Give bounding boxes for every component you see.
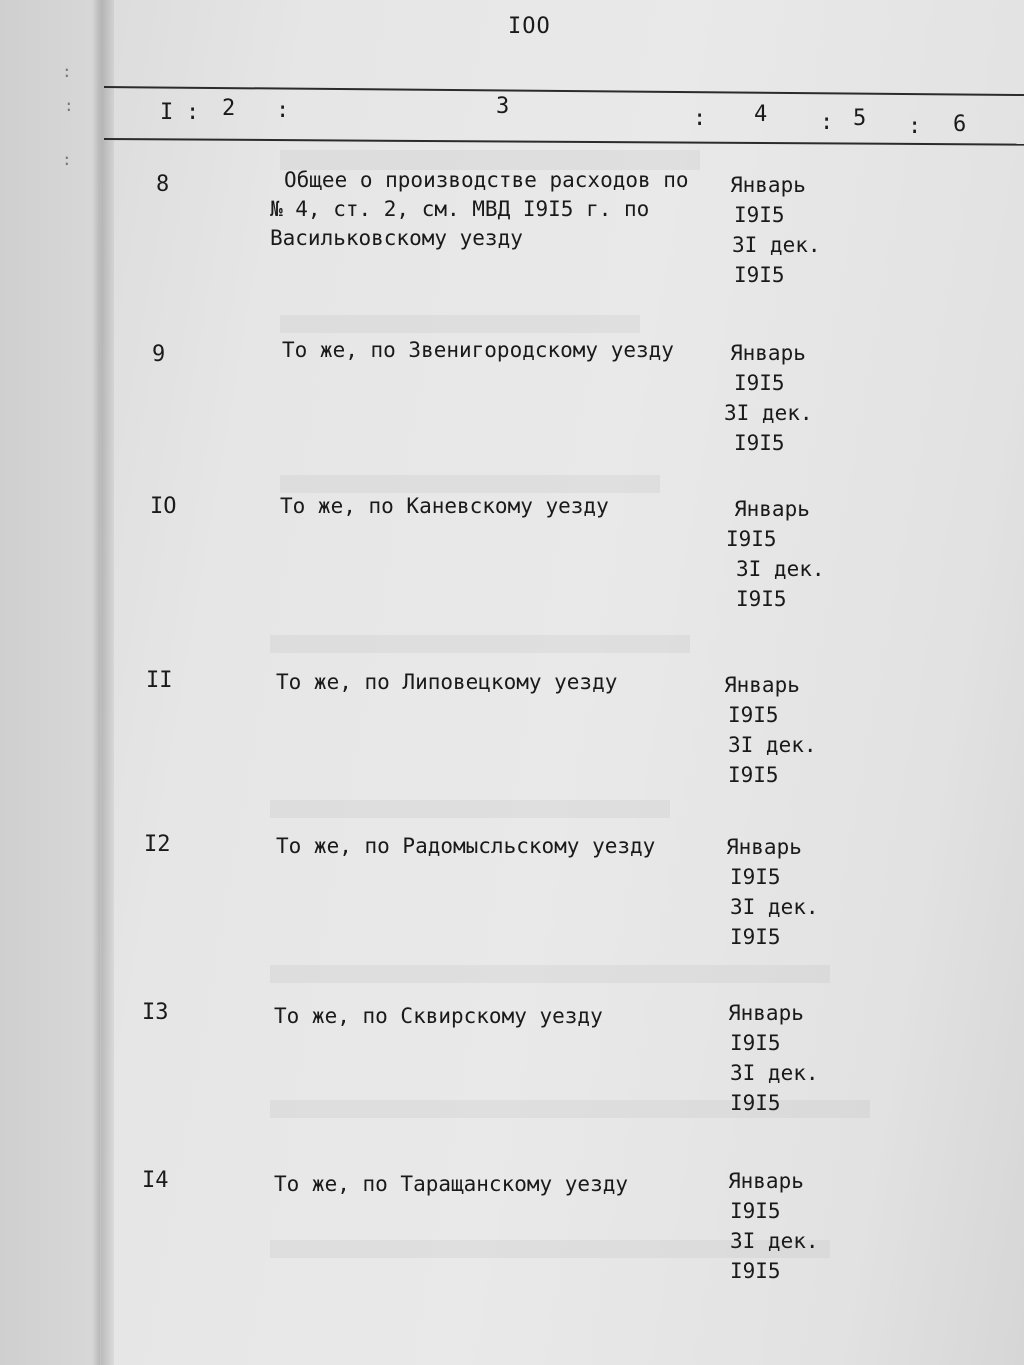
date-range (728, 1166, 819, 1286)
header-separator: : (693, 106, 707, 131)
record-title (276, 668, 617, 697)
start-month: Январь (726, 835, 802, 859)
start-year: I9I5 (730, 1199, 781, 1223)
date-range (728, 998, 819, 1118)
date-range (726, 494, 825, 614)
record-title (280, 492, 609, 521)
header-col-5: 5 (853, 106, 867, 131)
row-number: 9 (152, 342, 166, 367)
row-number: II (146, 668, 173, 693)
record-title (276, 832, 655, 861)
date-range (724, 338, 813, 458)
binding-shadow (92, 0, 114, 1365)
record-title (274, 1002, 603, 1031)
date-range (724, 670, 817, 790)
end-year: I9I5 (730, 925, 781, 949)
header-col-1: I (160, 100, 174, 125)
end-year: I9I5 (728, 763, 779, 787)
header-col-2: 2 (222, 96, 236, 121)
end-date: 3I дек. (730, 1229, 819, 1253)
start-month: Январь (724, 673, 800, 697)
start-month: Январь (728, 1169, 804, 1193)
bleed-through (280, 315, 640, 333)
title-line: То же, по Радомысльскому уезду (276, 834, 656, 858)
margin-mark: : (62, 62, 72, 81)
header-col-3: 3 (496, 94, 510, 119)
title-line: То же, по Звенигородскому уезду (282, 338, 674, 362)
row-number: I2 (144, 832, 171, 857)
bleed-through (280, 475, 660, 493)
header-separator: : (276, 98, 290, 123)
end-date: 3I дек. (730, 895, 819, 919)
start-year: I9I5 (728, 703, 779, 727)
margin-mark: : (62, 150, 72, 169)
record-title (274, 1170, 628, 1199)
end-year: I9I5 (734, 263, 785, 287)
header-bottom-rule (104, 138, 1024, 146)
date-range (730, 170, 821, 290)
start-month: Январь (728, 1001, 804, 1025)
margin-mark: : (64, 96, 74, 115)
end-year: I9I5 (736, 587, 787, 611)
bleed-through (270, 635, 690, 653)
end-date: 3I дек. (730, 1061, 819, 1085)
page-number: IOO (508, 14, 551, 39)
bleed-through (270, 800, 670, 818)
end-date: 3I дек. (724, 401, 813, 425)
header-top-rule (104, 86, 1024, 96)
record-title (270, 166, 689, 253)
record-title (282, 336, 674, 365)
previous-page-edge (0, 0, 100, 1365)
title-line: То же, по Таращанскому уезду (274, 1172, 629, 1196)
header-col-4: 4 (754, 102, 768, 127)
header-separator: : (820, 110, 834, 135)
end-date: 3I дек. (728, 733, 817, 757)
start-month: Январь (730, 173, 806, 197)
title-line: Общее о производстве расходов по (284, 168, 689, 192)
end-year: I9I5 (730, 1091, 781, 1115)
start-year: I9I5 (730, 1031, 781, 1055)
start-year: I9I5 (726, 527, 777, 551)
end-date: 3I дек. (736, 557, 825, 581)
end-year: I9I5 (730, 1259, 781, 1283)
header-separator: : (186, 100, 200, 125)
title-line: То же, по Липовецкому уезду (276, 670, 618, 694)
bleed-through (270, 965, 830, 983)
title-line: Васильковскому уезду (270, 226, 523, 250)
title-line: № 4, ст. 2, см. МВД I9I5 г. по (270, 197, 650, 221)
date-range (726, 832, 819, 952)
start-year: I9I5 (730, 865, 781, 889)
row-number: IO (150, 494, 177, 519)
row-number: I4 (142, 1168, 169, 1193)
end-year: I9I5 (734, 431, 785, 455)
title-line: То же, по Сквирскому уезду (274, 1004, 603, 1028)
row-number: I3 (142, 1000, 169, 1025)
start-month: Январь (730, 341, 806, 365)
end-date: 3I дек. (732, 233, 821, 257)
start-month: Январь (734, 497, 810, 521)
row-number: 8 (156, 172, 170, 197)
start-year: I9I5 (734, 203, 785, 227)
header-col-6: 6 (953, 112, 967, 137)
start-year: I9I5 (734, 371, 785, 395)
header-separator: : (908, 114, 922, 139)
title-line: То же, по Каневскому уезду (280, 494, 609, 518)
